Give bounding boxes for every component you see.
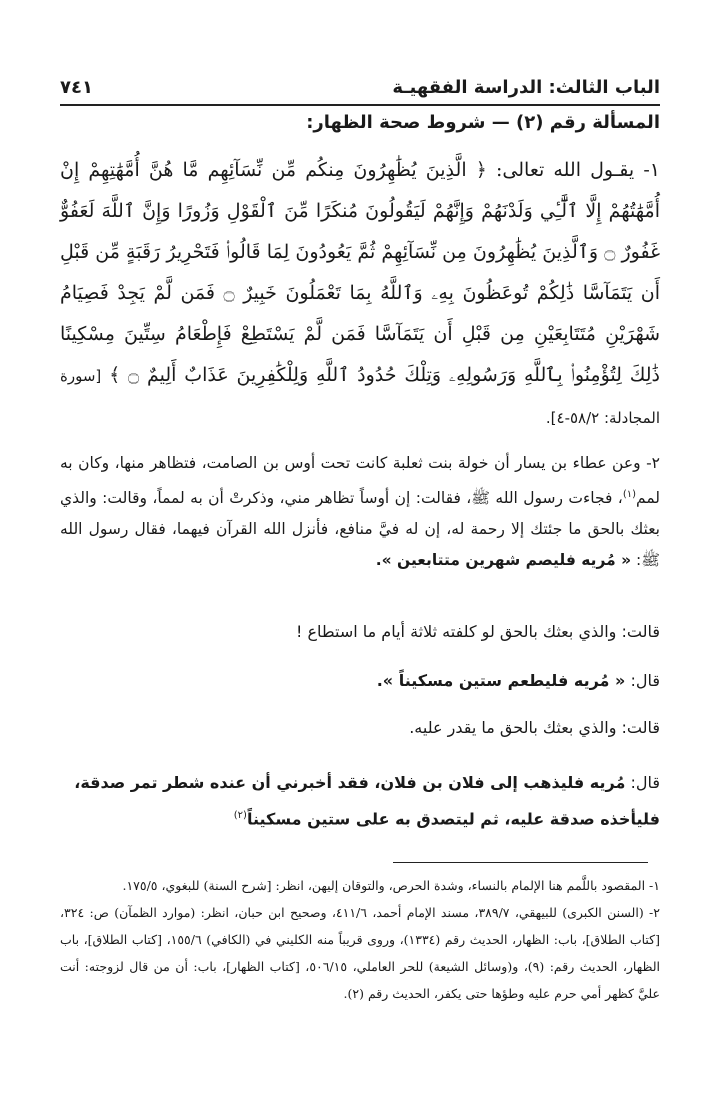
quran-paragraph: [60, 150, 660, 439]
hadith-paragraph: [60, 448, 660, 576]
section-title: المسألة رقم (٢) — شروط صحة الظهار:: [306, 112, 660, 133]
page-header: [60, 58, 660, 106]
surah-reference: [سورة المجادلة: ٥٨/٢-٤].: [60, 367, 660, 427]
chapter-title: الباب الثالث: الدراسة الفقهيـة: [392, 77, 660, 98]
footnotes: [60, 872, 660, 1007]
dialogue-quote: « مُريه فليطعم ستين مسكيناً ».: [376, 671, 626, 690]
footnote-marker-1[interactable]: (١): [622, 489, 636, 500]
prophet-quote: « مُريه فليصم شهرين متتابعين ».: [375, 551, 632, 570]
dialogue-line-2: [60, 671, 660, 690]
hadith-text-continued: ، فجاءت رسول الله ﷺ، فقالت: إن أوساً تظاهر مني، وذكرتْ أن به لمماً، وقالت: والذي بعثك بالحق ما جئتك إلا رحمة له، إن له فيَّ منافع، فأنزل الله القرآن فيهما، فقال رسول الله ﷺ:: [60, 489, 660, 570]
paragraph-intro: ١- يقـول الله تعالى:: [496, 159, 660, 181]
footnote-1: ١- المقصود باللَّمم هنا الإلمام بالنساء، وشدة الحرص، والتوقان إليهن، انظر: [شرح السنة) للبغوي، ١٧٥/٥.: [122, 878, 660, 893]
page-number: ٧٤١: [60, 77, 93, 98]
footnote-2: ٢- (السنن الكبرى) للبيهقي، ٣٨٩/٧، مسند الإمام أحمد، ٤١١/٦، وصحيح ابن حبان، انظر: (موارد الظمآن) ص: ٣٢٤، [كتاب الطلاق]، باب: الظهار، الحديث رقم (١٣٣٤)، وروى قريباً منه الكليني في (الكافي) ١٥٥/٦، [كتاب الطلاق]، باب الظهار، الحديث رقم: (٩)، و(وسائل الشيعة) للحر العاملي، ٥٠٦/١٥، [كتاب الظهار]، باب: أن من قال لزوجته: أنت عليَّ كظهر أمي حرم عليه وطؤها حتى يكفر، الحديث رقم (٢).: [60, 905, 660, 1001]
dialogue-line-1: قالت: والذي بعثك بالحق لو كلفته ثلاثة أيام ما استطاع !: [295, 622, 660, 641]
quran-verse: ﴿ الَّذِينَ يُظَٰهِرُونَ مِنكُم مِّن نِّسَآئِهِم مَّا هُنَّ أُمَّهَٰتِهِمْ إِنْ أُمَّهَٰتُهُمْ إِلَّا ٱلَّٰٓـِٔي وَلَدْنَهُمْ وَإِنَّهُمْ لَيَقُولُونَ مُنكَرًا مِّنَ ٱلْقَوْلِ وَزُورًا وَإِنَّ ٱللَّهَ لَعَفُوٌّ غَفُورٌ ۝ وَٱلَّذِينَ يُظَٰهِرُونَ مِن نِّسَآئِهِمْ ثُمَّ يَعُودُونَ لِمَا قَالُوا۟ فَتَحْرِيرُ رَقَبَةٍ مِّن قَبْلِ أَن يَتَمَآسَّا ذَٰلِكُمْ تُوعَظُونَ بِهِۦ وَٱللَّهُ بِمَا تَعْمَلُونَ خَبِيرٌ ۝ فَمَن لَّمْ يَجِدْ فَصِيَامُ شَهْرَيْنِ مُتَتَابِعَيْنِ مِن قَبْلِ أَن يَتَمَآسَّا فَمَن لَّمْ يَسْتَطِعْ فَإِطْعَامُ سِتِّينَ مِسْكِينًا ذَٰلِكَ لِتُؤْمِنُوا۟ بِٱللَّهِ وَرَسُولِهِۦ وَتِلْكَ حُدُودُ ٱللَّهِ وَلِلْكَٰفِرِينَ عَذَابٌ أَلِيمٌ ۝ ﴾: [60, 159, 661, 386]
footnote-marker-2[interactable]: (٢): [233, 810, 247, 821]
dialogue-quote: مُريه فليذهب إلى فلان بن فلان، فقد أخبرني أن عنده شطر تمر صدقة، فليأخذه صدقة عليه، ثم ليتصدق به على ستين مسكيناً: [74, 773, 660, 829]
hadith-text: ٢- وعن عطاء بن يسار أن خولة بنت ثعلبة كانت تحت أوس بن الصامت، فتظاهر منها، وكان به لمم: [60, 454, 660, 508]
dialogue-line-4: [60, 766, 660, 835]
dialogue-line-3: قالت: والذي بعثك بالحق ما يقدر عليه.: [409, 718, 660, 737]
footnote-divider: [393, 862, 648, 863]
dialogue-speaker: قال:: [630, 671, 660, 690]
dialogue-speaker: قال:: [630, 773, 660, 792]
